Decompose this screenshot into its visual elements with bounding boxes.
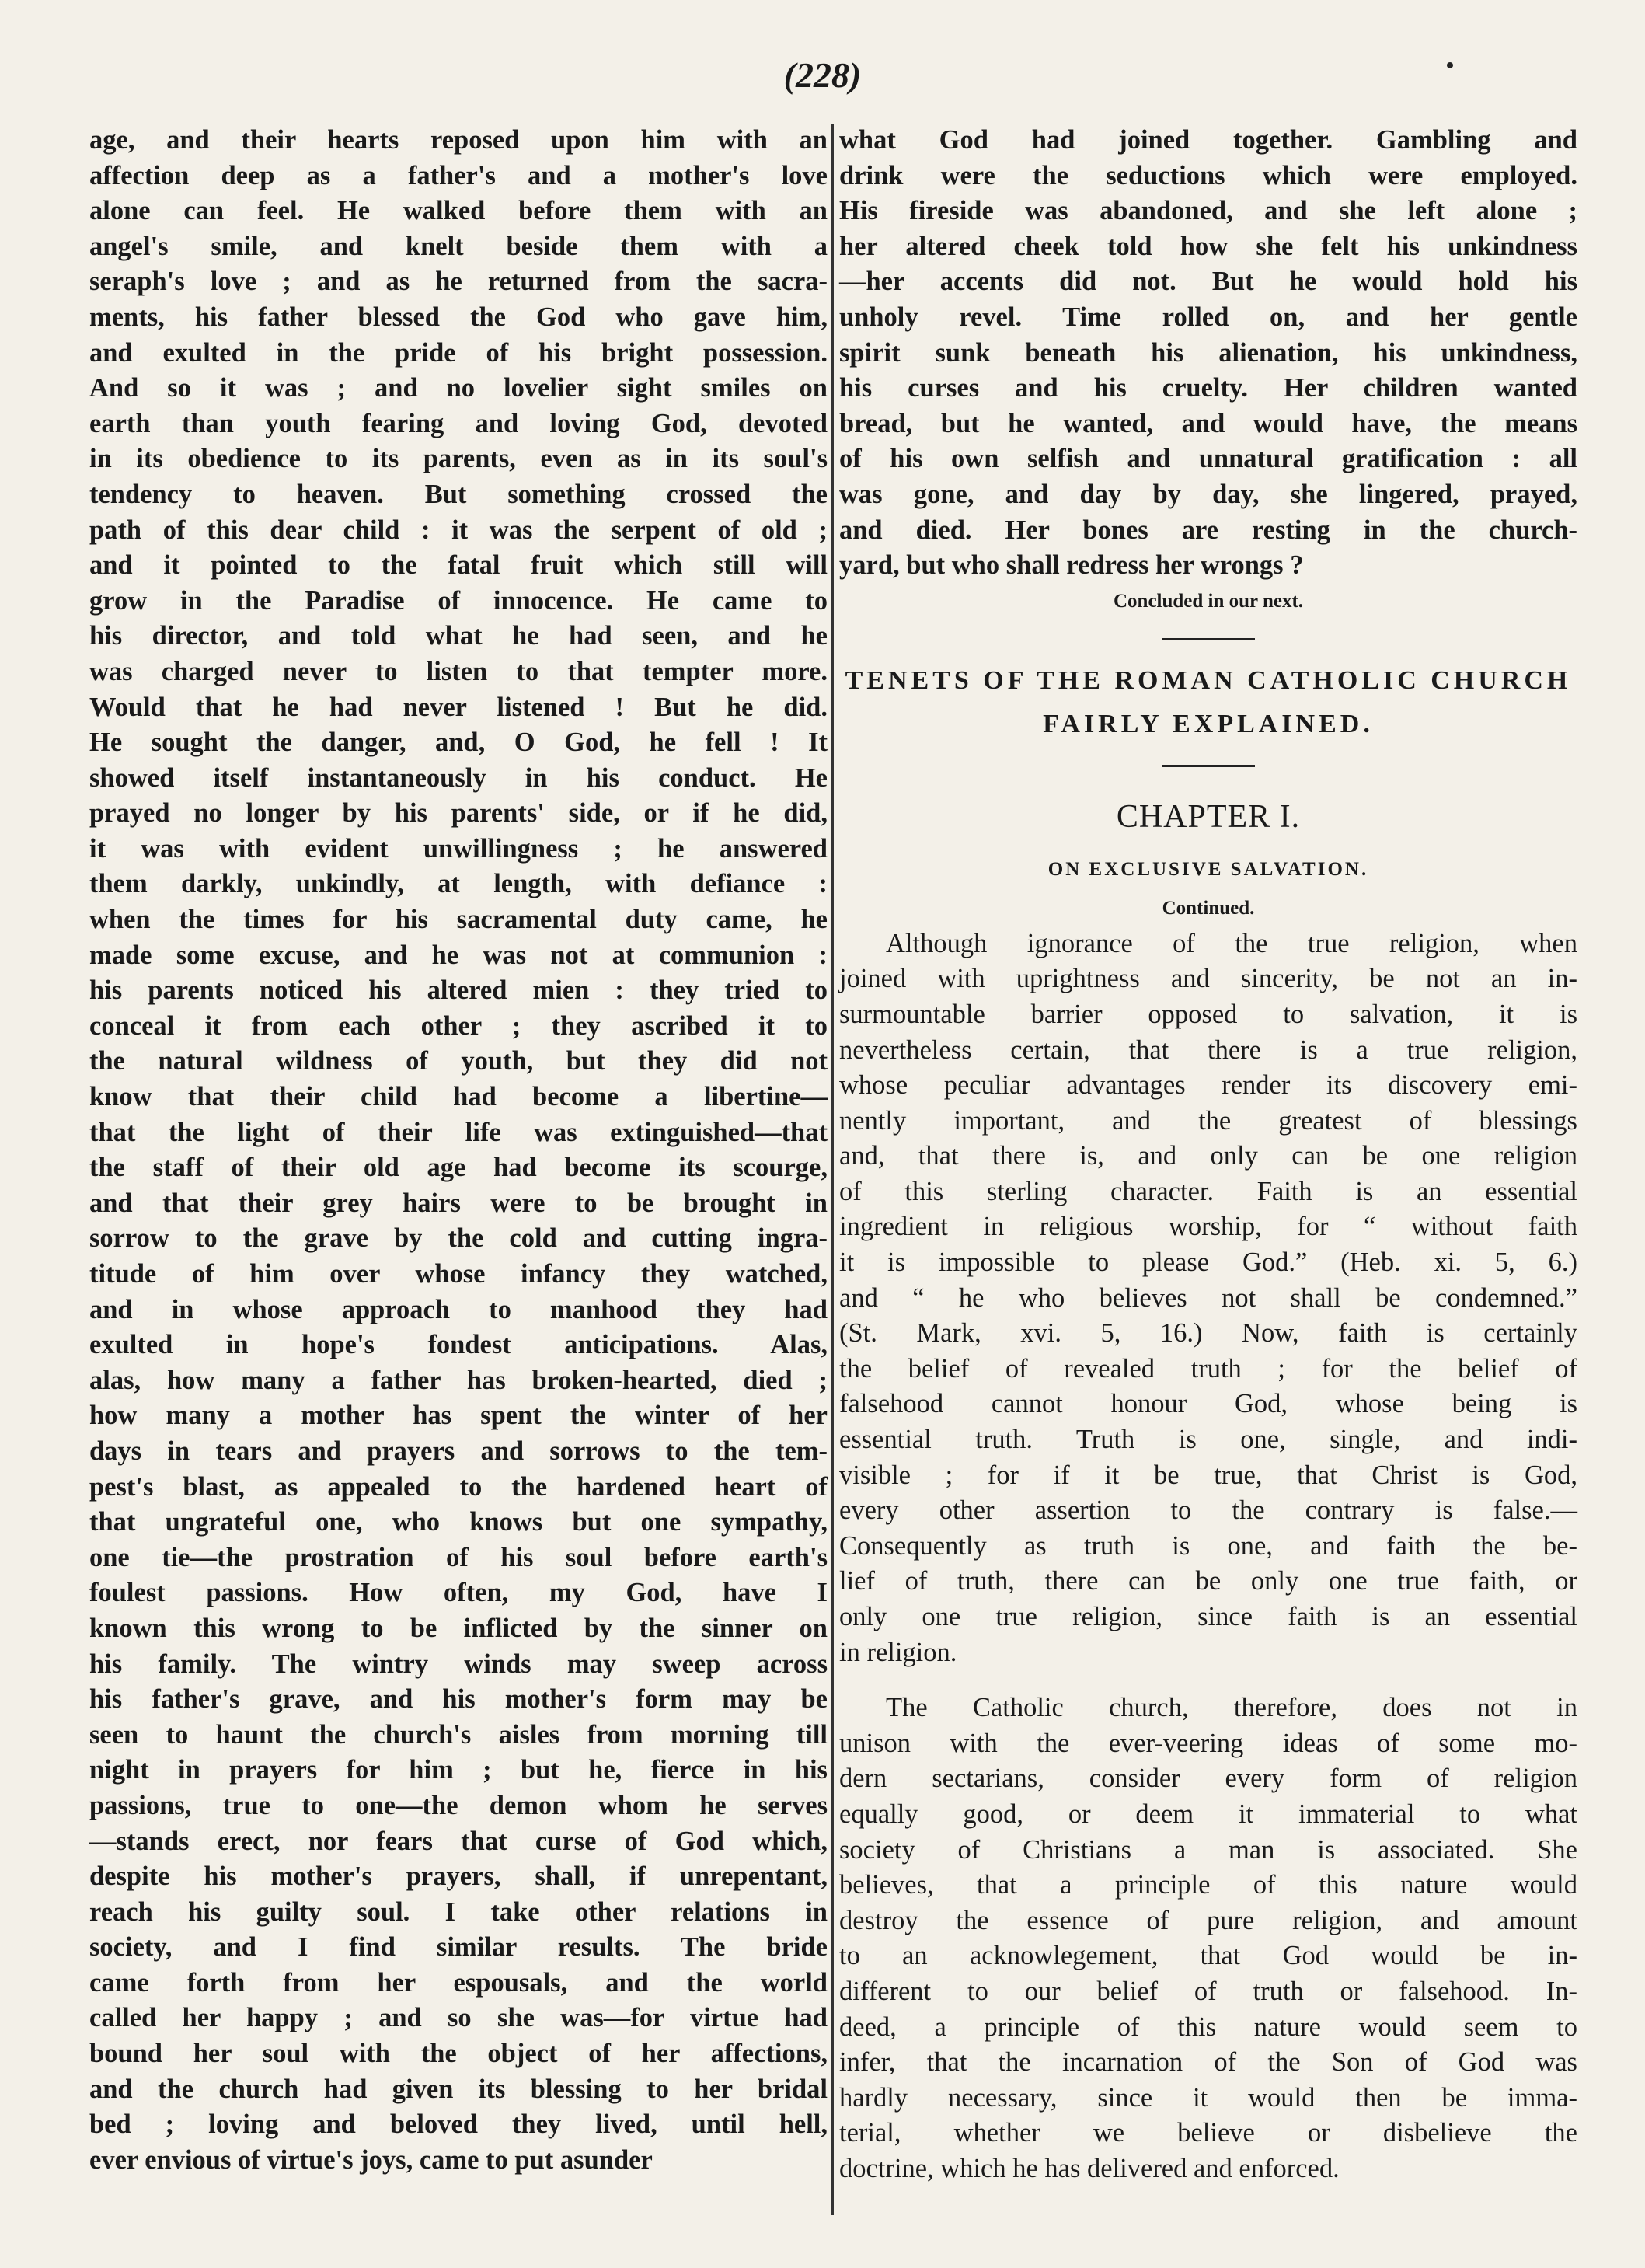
text-line: alas, how many a father has broken-hearted, died ; bbox=[89, 1365, 828, 1395]
text-line: terial, whether we believe or disbelieve the bbox=[839, 2118, 1577, 2148]
text-line: his curses and his cruelty. Her children wanted bbox=[839, 373, 1577, 403]
title-rule bbox=[1162, 765, 1255, 767]
text-line: drink were the seductions which were employed. bbox=[839, 160, 1577, 190]
text-line: falsehood cannot honour God, whose being is bbox=[839, 1389, 1577, 1419]
text-line: Would that he had never listened ! But he did. bbox=[89, 692, 828, 722]
text-line: and, that there is, and only can be one religion bbox=[839, 1141, 1577, 1171]
text-line: reach his guilty soul. I take other relations in bbox=[89, 1896, 828, 1927]
text-line: prayed no longer by his parents' side, or if he did, bbox=[89, 798, 828, 829]
text-line: to an acknowlegement, that God would be in- bbox=[839, 1941, 1577, 1971]
text-line: sorrow to the grave by the cold and cutting ingra- bbox=[89, 1223, 828, 1254]
ink-speck bbox=[1447, 62, 1453, 68]
text-line: when the times for his sacramental duty came, he bbox=[89, 905, 828, 935]
text-line: ever envious of virtue's joys, came to put asunder bbox=[89, 2144, 653, 2175]
text-line: ingredient in religious worship, for “ without faith bbox=[839, 1212, 1577, 1242]
text-line: of his own selfish and unnatural gratification : all bbox=[839, 444, 1577, 474]
text-line: hardly necessary, since it would then be imma- bbox=[839, 2082, 1577, 2113]
text-line: alone can feel. He walked before them with an bbox=[89, 196, 828, 226]
text-line: angel's smile, and knelt beside them with a bbox=[89, 231, 828, 261]
text-line: despite his mother's prayers, shall, if unrepentant, bbox=[89, 1862, 828, 1892]
text-line: His fireside was abandoned, and she left alone ; bbox=[839, 196, 1577, 226]
text-line: bread, but he wanted, and would have, the means bbox=[839, 408, 1577, 438]
text-line: passions, true to one—the demon whom he serves bbox=[89, 1790, 828, 1820]
column-divider bbox=[831, 124, 834, 2215]
text-line: his family. The wintry winds may sweep across bbox=[89, 1649, 828, 1679]
text-line: her altered cheek told how she felt his unkindness bbox=[839, 231, 1577, 261]
text-line: tendency to heaven. But something crossed the bbox=[89, 479, 828, 509]
paragraph-gap bbox=[839, 1670, 1577, 1691]
text-line: and that their grey hairs were to be brought in bbox=[89, 1188, 828, 1218]
text-line: different to our belief of truth or falsehood. In- bbox=[839, 1976, 1577, 2006]
text-line: known this wrong to be inflicted by the sinner on bbox=[89, 1613, 828, 1643]
text-line: how many a mother has spent the winter of her bbox=[89, 1401, 828, 1431]
text-line: showed itself instantaneously in his conduct. He bbox=[89, 762, 828, 793]
text-line: joined with uprightness and sincerity, be not an in- bbox=[839, 964, 1577, 994]
text-line: that ungrateful one, who knows but one sympathy, bbox=[89, 1507, 828, 1537]
text-line: in religion. bbox=[839, 1637, 957, 1667]
text-line: and the church had given its blessing to her bridal bbox=[89, 2074, 828, 2104]
continued-note: Continued. bbox=[1162, 897, 1255, 919]
text-line: whose peculiar advantages render its discovery emi- bbox=[839, 1070, 1577, 1101]
article-title-line1: TENETS OF THE ROMAN CATHOLIC CHURCH bbox=[845, 665, 1572, 695]
concluded-note: Concluded in our next. bbox=[1113, 590, 1304, 612]
text-line: seraph's love ; and as he returned from the sacra- bbox=[89, 267, 828, 297]
text-line: titude of him over whose infancy they watched, bbox=[89, 1259, 828, 1289]
text-line: nently important, and the greatest of blessings bbox=[839, 1105, 1577, 1136]
text-line: of this sterling character. Faith is an essential bbox=[839, 1176, 1577, 1206]
text-line: the natural wildness of youth, but they did not bbox=[89, 1046, 828, 1076]
text-line: Consequently as truth is one, and faith the be- bbox=[839, 1530, 1577, 1561]
text-line: made some excuse, and he was not at communion : bbox=[89, 940, 828, 970]
text-line: deed, a principle of this nature would seem to bbox=[839, 2012, 1577, 2042]
text-line: spirit sunk beneath his alienation, his unkindness, bbox=[839, 337, 1577, 368]
text-line: equally good, or deem it immaterial to what bbox=[839, 1799, 1577, 1829]
text-line: The Catholic church, therefore, does not in bbox=[886, 1693, 1577, 1723]
text-line: that the light of their life was extinguished—that bbox=[89, 1117, 828, 1147]
text-line: ments, his father blessed the God who gave him, bbox=[89, 302, 828, 332]
text-line: yard, but who shall redress her wrongs ? bbox=[839, 550, 1304, 581]
text-line: unholy revel. Time rolled on, and her gentle bbox=[839, 302, 1577, 332]
paragraph-1 bbox=[839, 926, 1577, 1670]
text-line: age, and their hearts reposed upon him with an bbox=[89, 125, 828, 155]
paragraph-2 bbox=[839, 1691, 1577, 2186]
text-line: nevertheless certain, that there is a true religion, bbox=[839, 1035, 1577, 1065]
text-line: dern sectarians, consider every form of religion bbox=[839, 1764, 1577, 1794]
text-line: affection deep as a father's and a mother's love bbox=[89, 160, 828, 190]
text-line: doctrine, which he has delivered and enforced. bbox=[839, 2153, 1340, 2183]
text-line: —her accents did not. But he would hold his bbox=[839, 267, 1577, 297]
text-line: night in prayers for him ; but he, fierce in his bbox=[89, 1755, 828, 1785]
text-line: the belief of revealed truth ; for the belief of bbox=[839, 1353, 1577, 1383]
text-line: path of this dear child : it was the serpent of old ; bbox=[89, 515, 828, 545]
text-line: seen to haunt the church's aisles from morning till bbox=[89, 1719, 828, 1750]
text-line: visible ; for if it be true, that Christ is God, bbox=[839, 1460, 1577, 1490]
text-line: destroy the essence of pure religion, and amount bbox=[839, 1905, 1577, 1935]
text-line: the staff of their old age had become its scourge, bbox=[89, 1153, 828, 1183]
text-line: was charged never to listen to that tempter more. bbox=[89, 656, 828, 686]
text-line: his parents noticed his altered mien : they tried to bbox=[89, 975, 828, 1006]
left-column bbox=[89, 123, 828, 2178]
text-line: grow in the Paradise of innocence. He came to bbox=[89, 585, 828, 616]
text-line: and it pointed to the fatal fruit which still will bbox=[89, 550, 828, 581]
text-line: foulest passions. How often, my God, have I bbox=[89, 1578, 828, 1608]
text-line: exulted in hope's fondest anticipations. Alas, bbox=[89, 1330, 828, 1360]
text-line: it was with evident unwillingness ; he answered bbox=[89, 833, 828, 864]
text-line: Although ignorance of the true religion, when bbox=[886, 928, 1577, 958]
text-line: days in tears and prayers and sorrows to the tem- bbox=[89, 1436, 828, 1466]
text-line: it is impossible to please God.” (Heb. xi. 5, 6.) bbox=[839, 1247, 1577, 1278]
right-column bbox=[839, 123, 1577, 2187]
text-line: (St. Mark, xvi. 5, 16.) Now, faith is certainly bbox=[839, 1318, 1577, 1349]
text-line: every other assertion to the contrary is false.— bbox=[839, 1495, 1577, 1526]
text-line: and died. Her bones are resting in the church- bbox=[839, 515, 1577, 545]
text-line: his director, and told what he had seen, and he bbox=[89, 621, 828, 651]
text-line: and “ he who believes not shall be condemned.” bbox=[839, 1282, 1577, 1313]
text-line: pest's blast, as appealed to the hardened heart of bbox=[89, 1471, 828, 1502]
text-line: only one true religion, since faith is an essential bbox=[839, 1602, 1577, 1631]
page-number: (228) bbox=[783, 55, 862, 95]
text-line: what God had joined together. Gambling and bbox=[839, 125, 1577, 155]
section-rule bbox=[1162, 638, 1255, 640]
text-line: his father's grave, and his mother's form may be bbox=[89, 1684, 828, 1715]
text-line: believes, that a principle of this nature would bbox=[839, 1870, 1577, 1900]
text-line: —stands erect, nor fears that curse of God which, bbox=[89, 1826, 828, 1856]
text-line: essential truth. Truth is one, single, and indi- bbox=[839, 1425, 1577, 1455]
text-line: society, and I find similar results. The bride bbox=[89, 1932, 828, 1963]
text-line: was gone, and day by day, she lingered, prayed, bbox=[839, 479, 1577, 509]
text-line: conceal it from each other ; they ascribed it to bbox=[89, 1010, 828, 1041]
text-line: He sought the danger, and, O God, he fell ! It bbox=[89, 728, 828, 758]
text-line: in its obedience to its parents, even as in its soul's bbox=[89, 444, 828, 474]
text-line: know that their child had become a libertine— bbox=[89, 1082, 828, 1112]
text-line: came forth from her espousals, and the world bbox=[89, 1967, 828, 1998]
text-line: society of Christians a man is associated. She bbox=[839, 1834, 1577, 1865]
chapter-subtitle: ON EXCLUSIVE SALVATION. bbox=[1047, 858, 1369, 880]
text-line: surmountable barrier opposed to salvation, it is bbox=[839, 999, 1577, 1029]
text-line: And so it was ; and no lovelier sight smiles on bbox=[89, 373, 828, 403]
text-line: called her happy ; and so she was—for virtue had bbox=[89, 2003, 828, 2033]
text-line: bound her soul with the object of her affections, bbox=[89, 2039, 828, 2069]
story-conclusion bbox=[839, 123, 1577, 584]
text-line: bed ; loving and beloved they lived, until hell, bbox=[89, 2109, 828, 2140]
text-line: infer, that the incarnation of the Son of God was bbox=[839, 2047, 1577, 2078]
text-line: earth than youth fearing and loving God, devoted bbox=[89, 408, 828, 438]
article-title-line2: FAIRLY EXPLAINED. bbox=[1043, 709, 1374, 738]
chapter-heading: CHAPTER I. bbox=[1116, 798, 1301, 835]
text-line: unison with the ever-veering ideas of some mo- bbox=[839, 1728, 1577, 1758]
text-line: and in whose approach to manhood they had bbox=[89, 1294, 828, 1324]
text-line: them darkly, unkindly, at length, with defiance : bbox=[89, 869, 828, 899]
text-line: one tie—the prostration of his soul before earth's bbox=[89, 1542, 828, 1572]
text-line: and exulted in the pride of his bright possession. bbox=[89, 337, 828, 368]
text-line: lief of truth, there can be only one true faith, or bbox=[839, 1566, 1577, 1596]
